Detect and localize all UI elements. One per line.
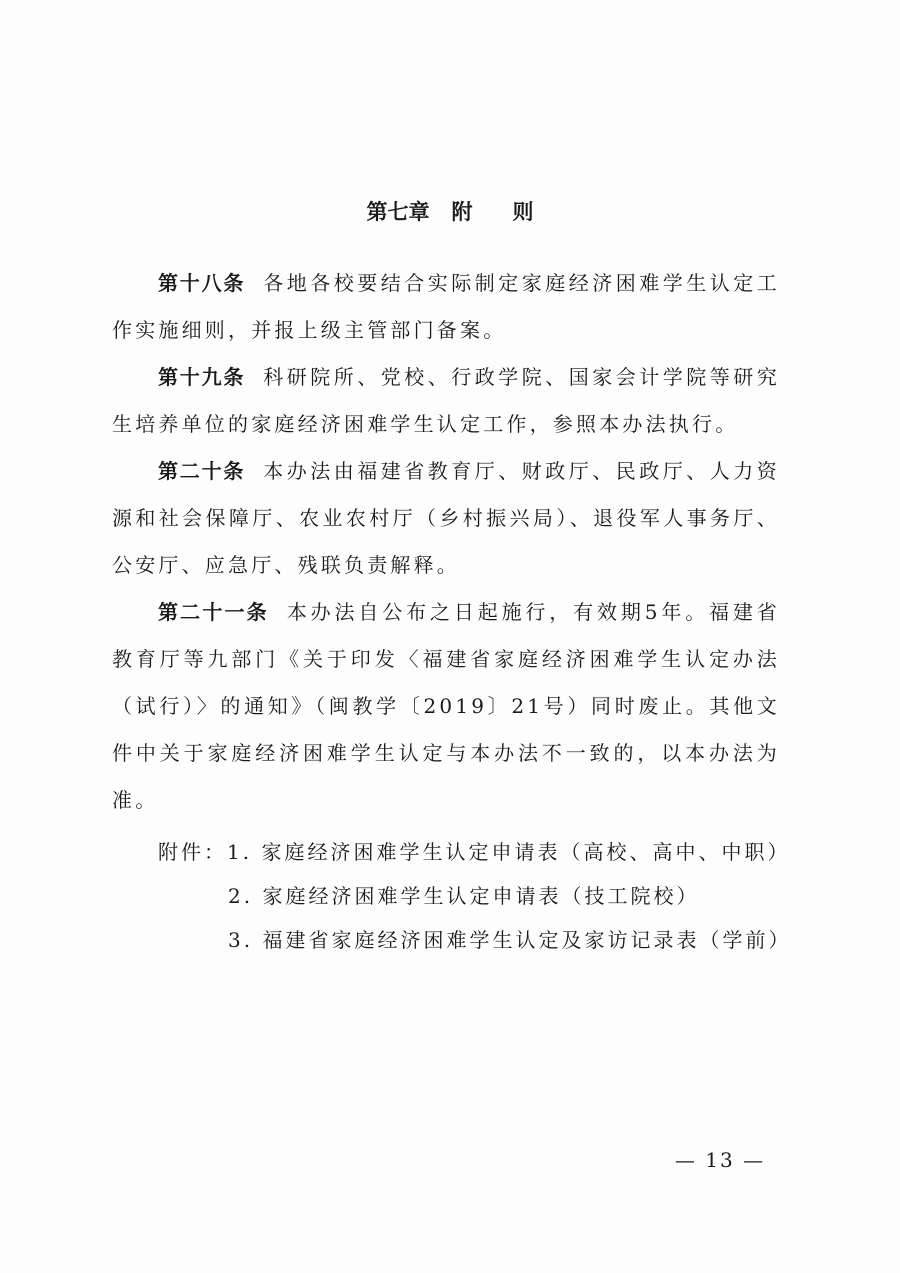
chapter-title — [0, 196, 900, 226]
article-number: 第二十条 — [158, 459, 246, 483]
attachment-item-2 — [158, 874, 798, 918]
chapter-number: 第七章 — [366, 200, 430, 224]
article-18 — [112, 260, 780, 354]
attachment-text: 2. 家庭经济困难学生认定申请表（技工院校） — [228, 884, 700, 908]
article-text: 本办法自公布之日起施行，有效期5年。福建省教育厅等九部门《关于印发〈福建省家庭经济困难学生认定办法（试行）〉的通知》（闽教学〔2019〕21号）同时废止。其他文件中关于家庭经济困难学生认定与本办法不一致的，以本办法为准。 — [112, 600, 780, 812]
article-number: 第二十一条 — [158, 600, 269, 624]
attachment-item-1 — [158, 830, 798, 874]
chapter-title-part2: 则 — [512, 200, 534, 224]
attachment-item-3 — [158, 918, 798, 962]
article-19 — [112, 354, 780, 448]
article-number: 第十九条 — [158, 365, 246, 389]
article-20 — [112, 448, 780, 589]
article-21 — [112, 589, 780, 824]
attachments-list — [158, 830, 798, 962]
page-number: — 13 — — [674, 1148, 766, 1172]
attachments-label: 附件： — [158, 840, 227, 864]
article-text: 科研院所、党校、行政学院、国家会计学院等研究生培养单位的家庭经济困难学生认定工作，参照本办法执行。 — [112, 365, 780, 436]
attachment-text: 1. 家庭经济困难学生认定申请表（高校、高中、中职） — [227, 840, 791, 864]
article-number: 第十八条 — [158, 271, 246, 295]
article-text: 本办法由福建省教育厅、财政厅、民政厅、人力资源和社会保障厅、农业农村厅（乡村振兴局）、退役军人事务厅、公安厅、应急厅、残联负责解释。 — [112, 459, 780, 577]
attachment-text: 3. 福建省家庭经济困难学生认定及家访记录表（学前） — [228, 928, 792, 952]
chapter-title-part1: 附 — [451, 200, 473, 224]
article-text: 各地各校要结合实际制定家庭经济困难学生认定工作实施细则，并报上级主管部门备案。 — [112, 271, 780, 342]
articles-body — [112, 260, 780, 824]
